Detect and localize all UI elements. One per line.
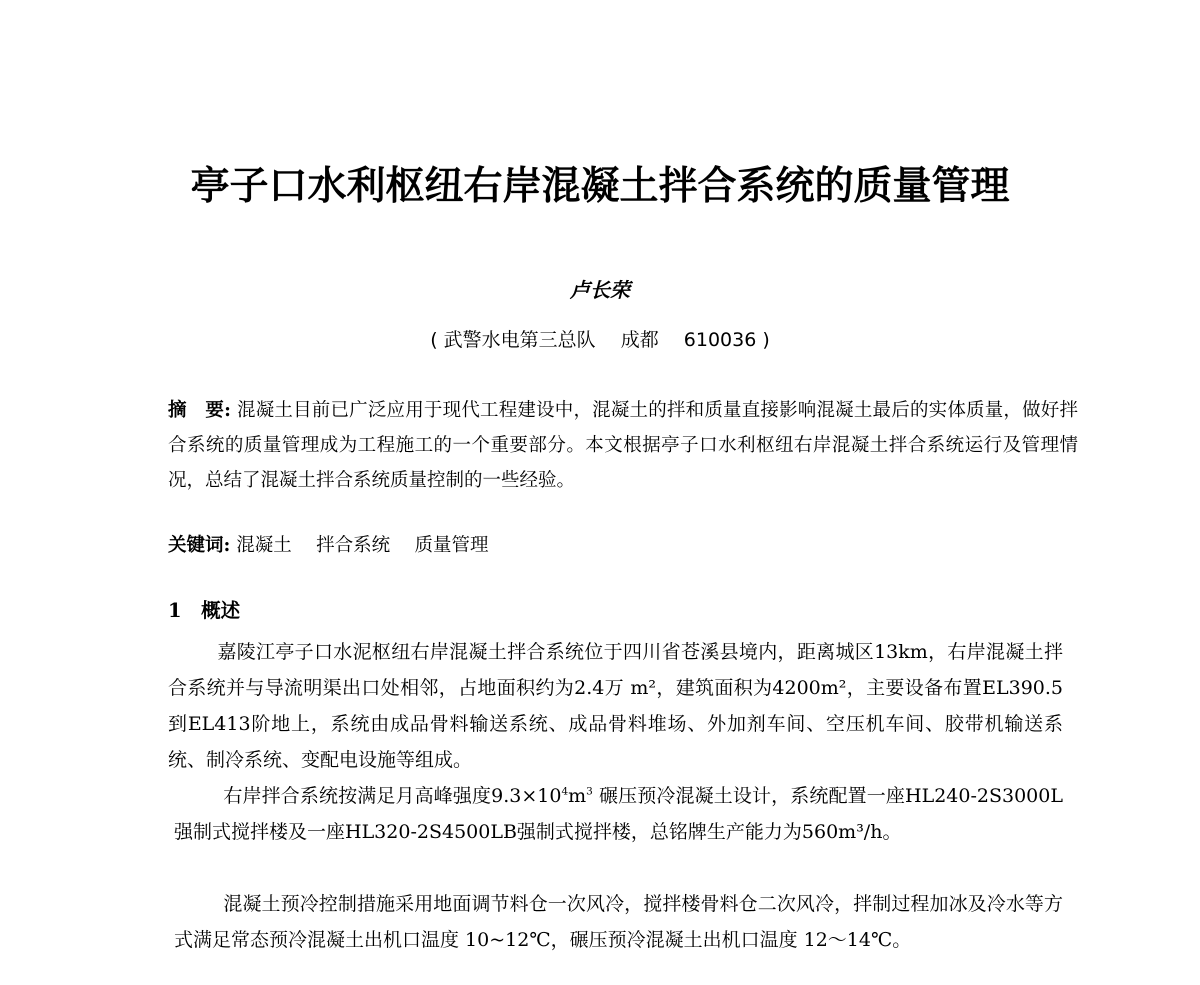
abstract-text: 混凝土目前已广泛应用于现代工程建设中，混凝土的拌和质量直接影响混凝土最后的实体质量，做好拌合系统的质量管理成为工程施工的一个重要部分。本文根据亭子口水利枢纽右岸混凝土拌合系统运行及管理情况，总结了混凝土拌合系统质量控制的一些经验。 [168, 400, 1078, 491]
keywords-text: 混凝土 拌合系统 质量管理 [230, 535, 489, 556]
paragraph-text-part: 碾压预冷混凝土设计，系统配置一座HL240-2S3000L强制式搅拌楼及一座HL320-2S4500LB强制式搅拌楼，总铭牌生产能力为560m³/h。 [174, 785, 1063, 843]
paragraph-text: 混凝土预冷控制措施采用地面调节料仓一次风冷，搅拌楼骨料仓二次风冷，拌制过程加冰及冷水等方式满足常态预冷混凝土出机口温度 10~12℃，碾压预冷混凝土出机口温度 12～14℃。 [174, 893, 1063, 951]
abstract-label: 摘 要: [168, 400, 231, 421]
abstract [168, 393, 1078, 498]
keywords [168, 528, 1078, 563]
body-paragraph-3 [174, 886, 1063, 958]
paragraph-text-part: m [568, 785, 587, 807]
body-paragraph-2 [174, 778, 1063, 850]
paragraph-text [174, 778, 1063, 850]
body-paragraph-1 [168, 634, 1063, 778]
author-name: 卢长荣 [570, 278, 630, 302]
author-affiliation: ( 武警水电第三总队 成都 610036 ) [430, 329, 770, 351]
paragraph-text-part: 右岸拌合系统按满足月高峰强度9.3×10 [223, 785, 562, 807]
paper-title: 亭子口水利枢纽右岸混凝土拌合系统的质量管理 [190, 163, 1010, 209]
keywords-label: 关键词: [168, 535, 231, 556]
superscript: 4 [561, 785, 569, 798]
section-heading-overview: 1 概述 [168, 599, 241, 622]
superscript: 3 [586, 785, 593, 798]
paragraph-text: 嘉陵江亭子口水泥枢纽右岸混凝土拌合系统位于四川省苍溪县境内，距离城区13km，右岸混凝土拌合系统并与导流明渠出口处相邻，占地面积约为2.4万 m²，建筑面积为4200m²，主要设备布置EL390.5到EL413阶地上，系统由成品骨料输送系统、成品骨料堆场、外加剂车间、空压机车间、胶带机输送系统、制冷系统、变配电设施等组成。 [168, 641, 1063, 771]
